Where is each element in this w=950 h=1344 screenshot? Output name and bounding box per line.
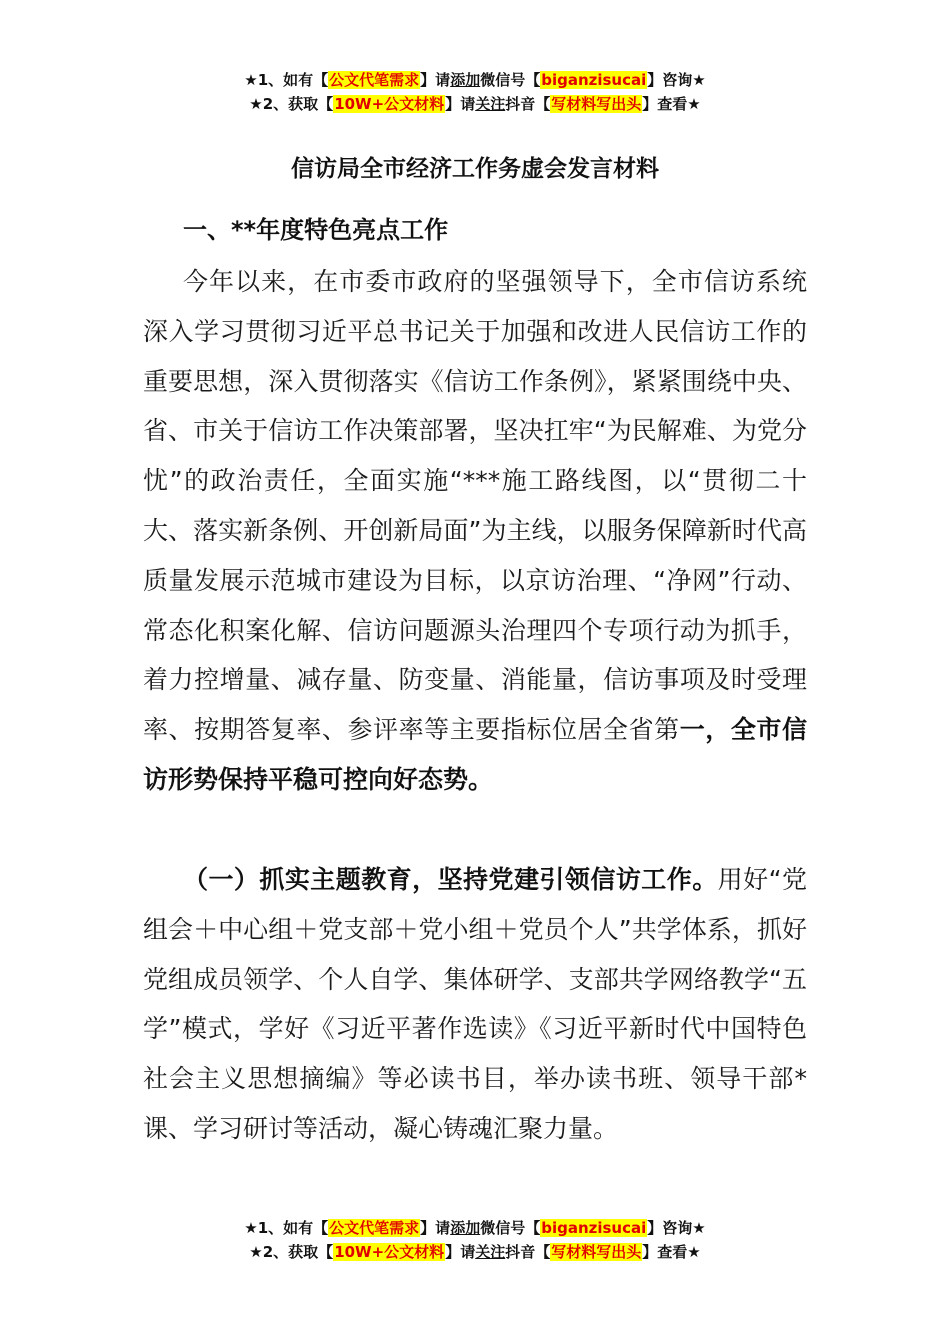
subsection-heading: （一）抓实主题教育，坚持党建引领信访工作。 [183, 865, 718, 894]
document-title: 信访局全市经济工作务虚会发言材料 [291, 156, 659, 182]
promo-line-1: ★1、如有【公文代笔需求】请添加微信号【biganzisucai】咨询★ [244, 1219, 706, 1237]
highlight-service: 公文代笔需求 [329, 71, 420, 89]
highlight-douyin-account: 写材料写出头 [551, 95, 642, 113]
highlight-materials: 10W+公文材料 [334, 95, 445, 113]
highlight-materials: 10W+公文材料 [334, 1243, 445, 1261]
promo-line-2: ★2、获取【10W+公文材料】请关注抖音【写材料写出头】查看★ [249, 95, 701, 113]
highlight-wechat-id: biganzisucai [541, 1219, 647, 1237]
highlight-wechat-id: biganzisucai [541, 71, 647, 89]
promo-line-1: ★1、如有【公文代笔需求】请添加微信号【biganzisucai】咨询★ [244, 71, 706, 89]
section-heading: 一、**年度特色亮点工作 [183, 216, 449, 244]
paragraph-overview-conclusion: 一，全市信访形势保持平稳可控向好态势。 [143, 715, 807, 794]
highlight-service: 公文代笔需求 [329, 1219, 420, 1237]
promo-line-2: ★2、获取【10W+公文材料】请关注抖音【写材料写出头】查看★ [249, 1243, 701, 1261]
paragraph-party-building [143, 855, 807, 1154]
highlight-douyin-account: 写材料写出头 [551, 1243, 642, 1261]
paragraph-overview-text: 今年以来，在市委市政府的坚强领导下，全市信访系统深入学习贯彻习近平总书记关于加强和改进人民信访工作的重要思想，深入贯彻落实《信访工作条例》，紧紧围绕中央、省、市关于信访工作决策部署，坚决扛牢“为民解难、为党分忧”的政治责任，全面实施“***施工路线图，以“贯彻二十大、落实新条例、开创新局面”为主线，以服务保障新时代高质量发展示范城市建设为目标，以京访治理、“净网”行动、常态化积案化解、信访问题源头治理四个专项行动为抓手，着力控增量、减存量、防变量、消能量，信访事项及时受理率、按期答复率、参评率等主要指标位居全省第 [143, 267, 807, 745]
paragraph-overview [143, 257, 807, 805]
promo-banner-bottom [0, 1216, 950, 1264]
promo-banner-top [0, 68, 950, 116]
paragraph-party-building-text: 用好“党组会＋中心组＋党支部＋党小组＋党员个人”共学体系，抓好党组成员领学、个人自学、集体研学、支部共学网络教学“五学”模式，学好《习近平著作选读》《习近平新时代中国特色社会主义思想摘编》等必读书目，举办读书班、领导干部*课、学习研讨等活动，凝心铸魂汇聚力量。 [143, 865, 807, 1143]
